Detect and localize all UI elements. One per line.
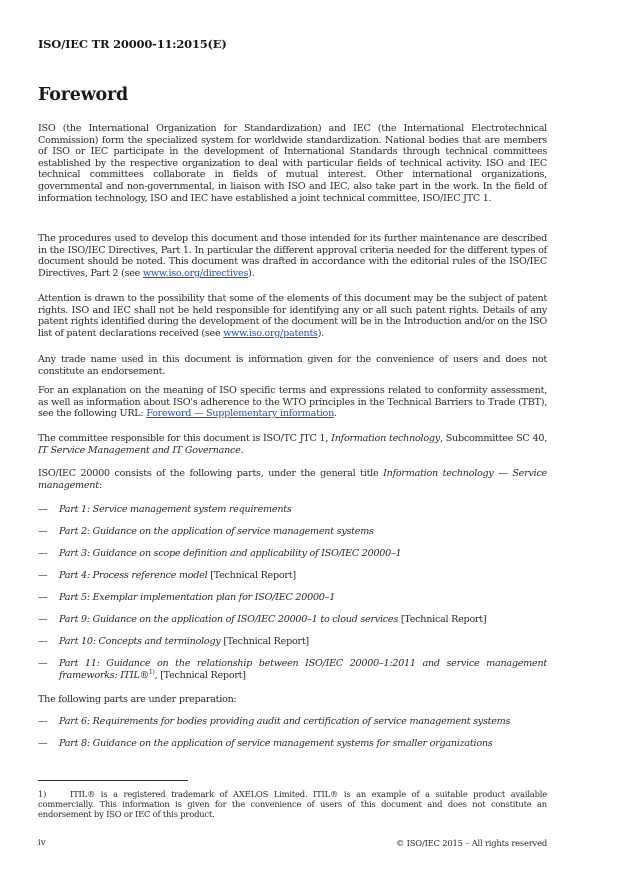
list-item-part: — Part 2: Guidance on the application of service management systems [38, 526, 374, 537]
list-item-part: — Part 1: Service management system requirements [38, 504, 292, 515]
list-item-part: — Part 11: Guidance on the relationship between ISO/IEC 20000–1:2011 and service management frameworks: ITIL®$^{1)}$, [Technical Report] [38, 658, 547, 681]
link-supplementary-information[interactable]: Foreword — Supplementary information [146, 408, 335, 420]
section-title: Foreword [38, 85, 129, 105]
link-directives[interactable]: www.iso.org/directives [142, 267, 249, 279]
paragraph-procedures: The procedures used to develop this document and those intended for its further maintenance are described in the ISO/IEC Directives, Part 1. In particular the different approval criteria needed for the different types of document should be noted. This document was drafted in accordance with the editorial rules of the ISO/IEC Directives, Part 2 (see www.iso.org/directives). [38, 233, 547, 279]
paragraph-committee: The committee responsible for this document is ISO/TC JTC 1, Information technology, Subcommittee SC 40, IT Service Management and IT Governance. [38, 433, 547, 456]
list-item-part-in-preparation: — Part 8: Guidance on the application of service management systems for smaller organizations [38, 738, 493, 749]
footnote: 1) ITIL® is a registered trademark of AXELOS Limited. ITIL® is an example of a suitable product available commercially. This information is given for the convenience of users of this document and does not constitute an endorsement by ISO or IEC of this product. [38, 789, 547, 820]
paragraph-under-preparation: The following parts are under preparation: [38, 694, 237, 705]
list-item-part: — Part 3: Guidance on scope definition and applicability of ISO/IEC 20000–1 [38, 548, 402, 559]
paragraph-patents: Attention is drawn to the possibility that some of the elements of this document may be the subject of patent rights. ISO and IEC shall not be held responsible for identifying any or all such patent rights. Details of any patent rights identified during the development of the document will be in the Introduction and/or on the ISO list of patent declarations received (see www.iso.org/patents). [38, 293, 547, 339]
paragraph-iso-iec-intro: ISO (the International Organization for Standardization) and IEC (the International Electrotechnical Commission) form the specialized system for worldwide standardization. National bodies that are members of ISO or IEC participate in the development of International Standards through technical committees established by the respective organization to deal with particular fields of technical activity. ISO and IEC technical committees collaborate in fields of mutual interest. Other international organizations, governmental and non-governmental, in liaison with ISO and IEC, also take part in the work. In the field of information technology, ISO and IEC have established a joint technical committee, ISO/IEC JTC 1. [38, 123, 547, 204]
footnote-divider [38, 780, 188, 781]
copyright-notice: © ISO/IEC 2015 – All rights reserved [396, 838, 547, 848]
link-patents[interactable]: www.iso.org/patents [223, 327, 318, 339]
paragraph-conformity: For an explanation on the meaning of ISO specific terms and expressions related to conformity assessment, as well as information about ISO's adherence to the WTO principles in the Technical Barriers to Trade (TBT), see the following URL: Foreword — Supplementary information. [38, 385, 547, 420]
page-number: iv [38, 838, 46, 848]
paragraph-trade-name: Any trade name used in this document is information given for the convenience of users and does not constitute an endorsement. [38, 354, 547, 377]
list-item-part-in-preparation: — Part 6: Requirements for bodies providing audit and certification of service management systems [38, 716, 511, 727]
list-item-part: — Part 10: Concepts and terminology [Technical Report] [38, 636, 309, 647]
list-item-part: — Part 4: Process reference model [Technical Report] [38, 570, 296, 581]
list-item-part: — Part 5: Exemplar implementation plan for ISO/IEC 20000–1 [38, 592, 336, 603]
document-id-header: ISO/IEC TR 20000-11:2015(E) [38, 37, 227, 51]
footnote-reference[interactable]: 1) [148, 668, 155, 676]
paragraph-parts-intro: ISO/IEC 20000 consists of the following parts, under the general title Information technology — Service management: [38, 468, 547, 491]
list-item-part: — Part 9: Guidance on the application of ISO/IEC 20000–1 to cloud services [Technical Report] [38, 614, 487, 625]
